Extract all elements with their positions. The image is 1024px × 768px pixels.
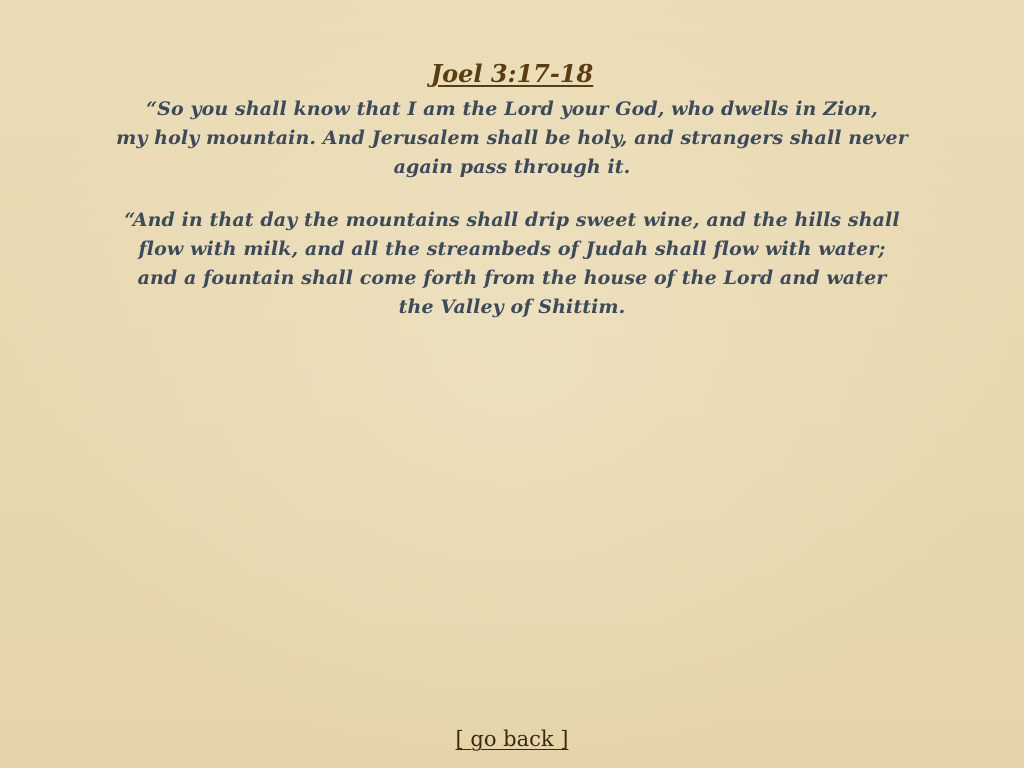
verse-17-passage xyxy=(20,95,1004,182)
passage-line: and a fountain shall come forth from the house of the Lord and water xyxy=(137,267,887,289)
passage-line: the Valley of Shittim. xyxy=(398,296,626,318)
go-back-link[interactable]: [ go back ] xyxy=(455,727,569,751)
passage-line: my holy mountain. And Jerusalem shall be holy, and strangers shall never xyxy=(116,127,908,149)
passage-line: “So you shall know that I am the Lord your God, who dwells in Zion, xyxy=(146,98,878,120)
passage-line: “And in that day the mountains shall drip sweet wine, and the hills shall xyxy=(124,209,900,231)
passage-line: flow with milk, and all the streambeds of Judah shall flow with water; xyxy=(138,238,886,260)
verse-18-passage xyxy=(20,206,1004,322)
page-title: Joel 3:17-18 xyxy=(430,59,594,88)
passage-line: again pass through it. xyxy=(393,156,631,178)
